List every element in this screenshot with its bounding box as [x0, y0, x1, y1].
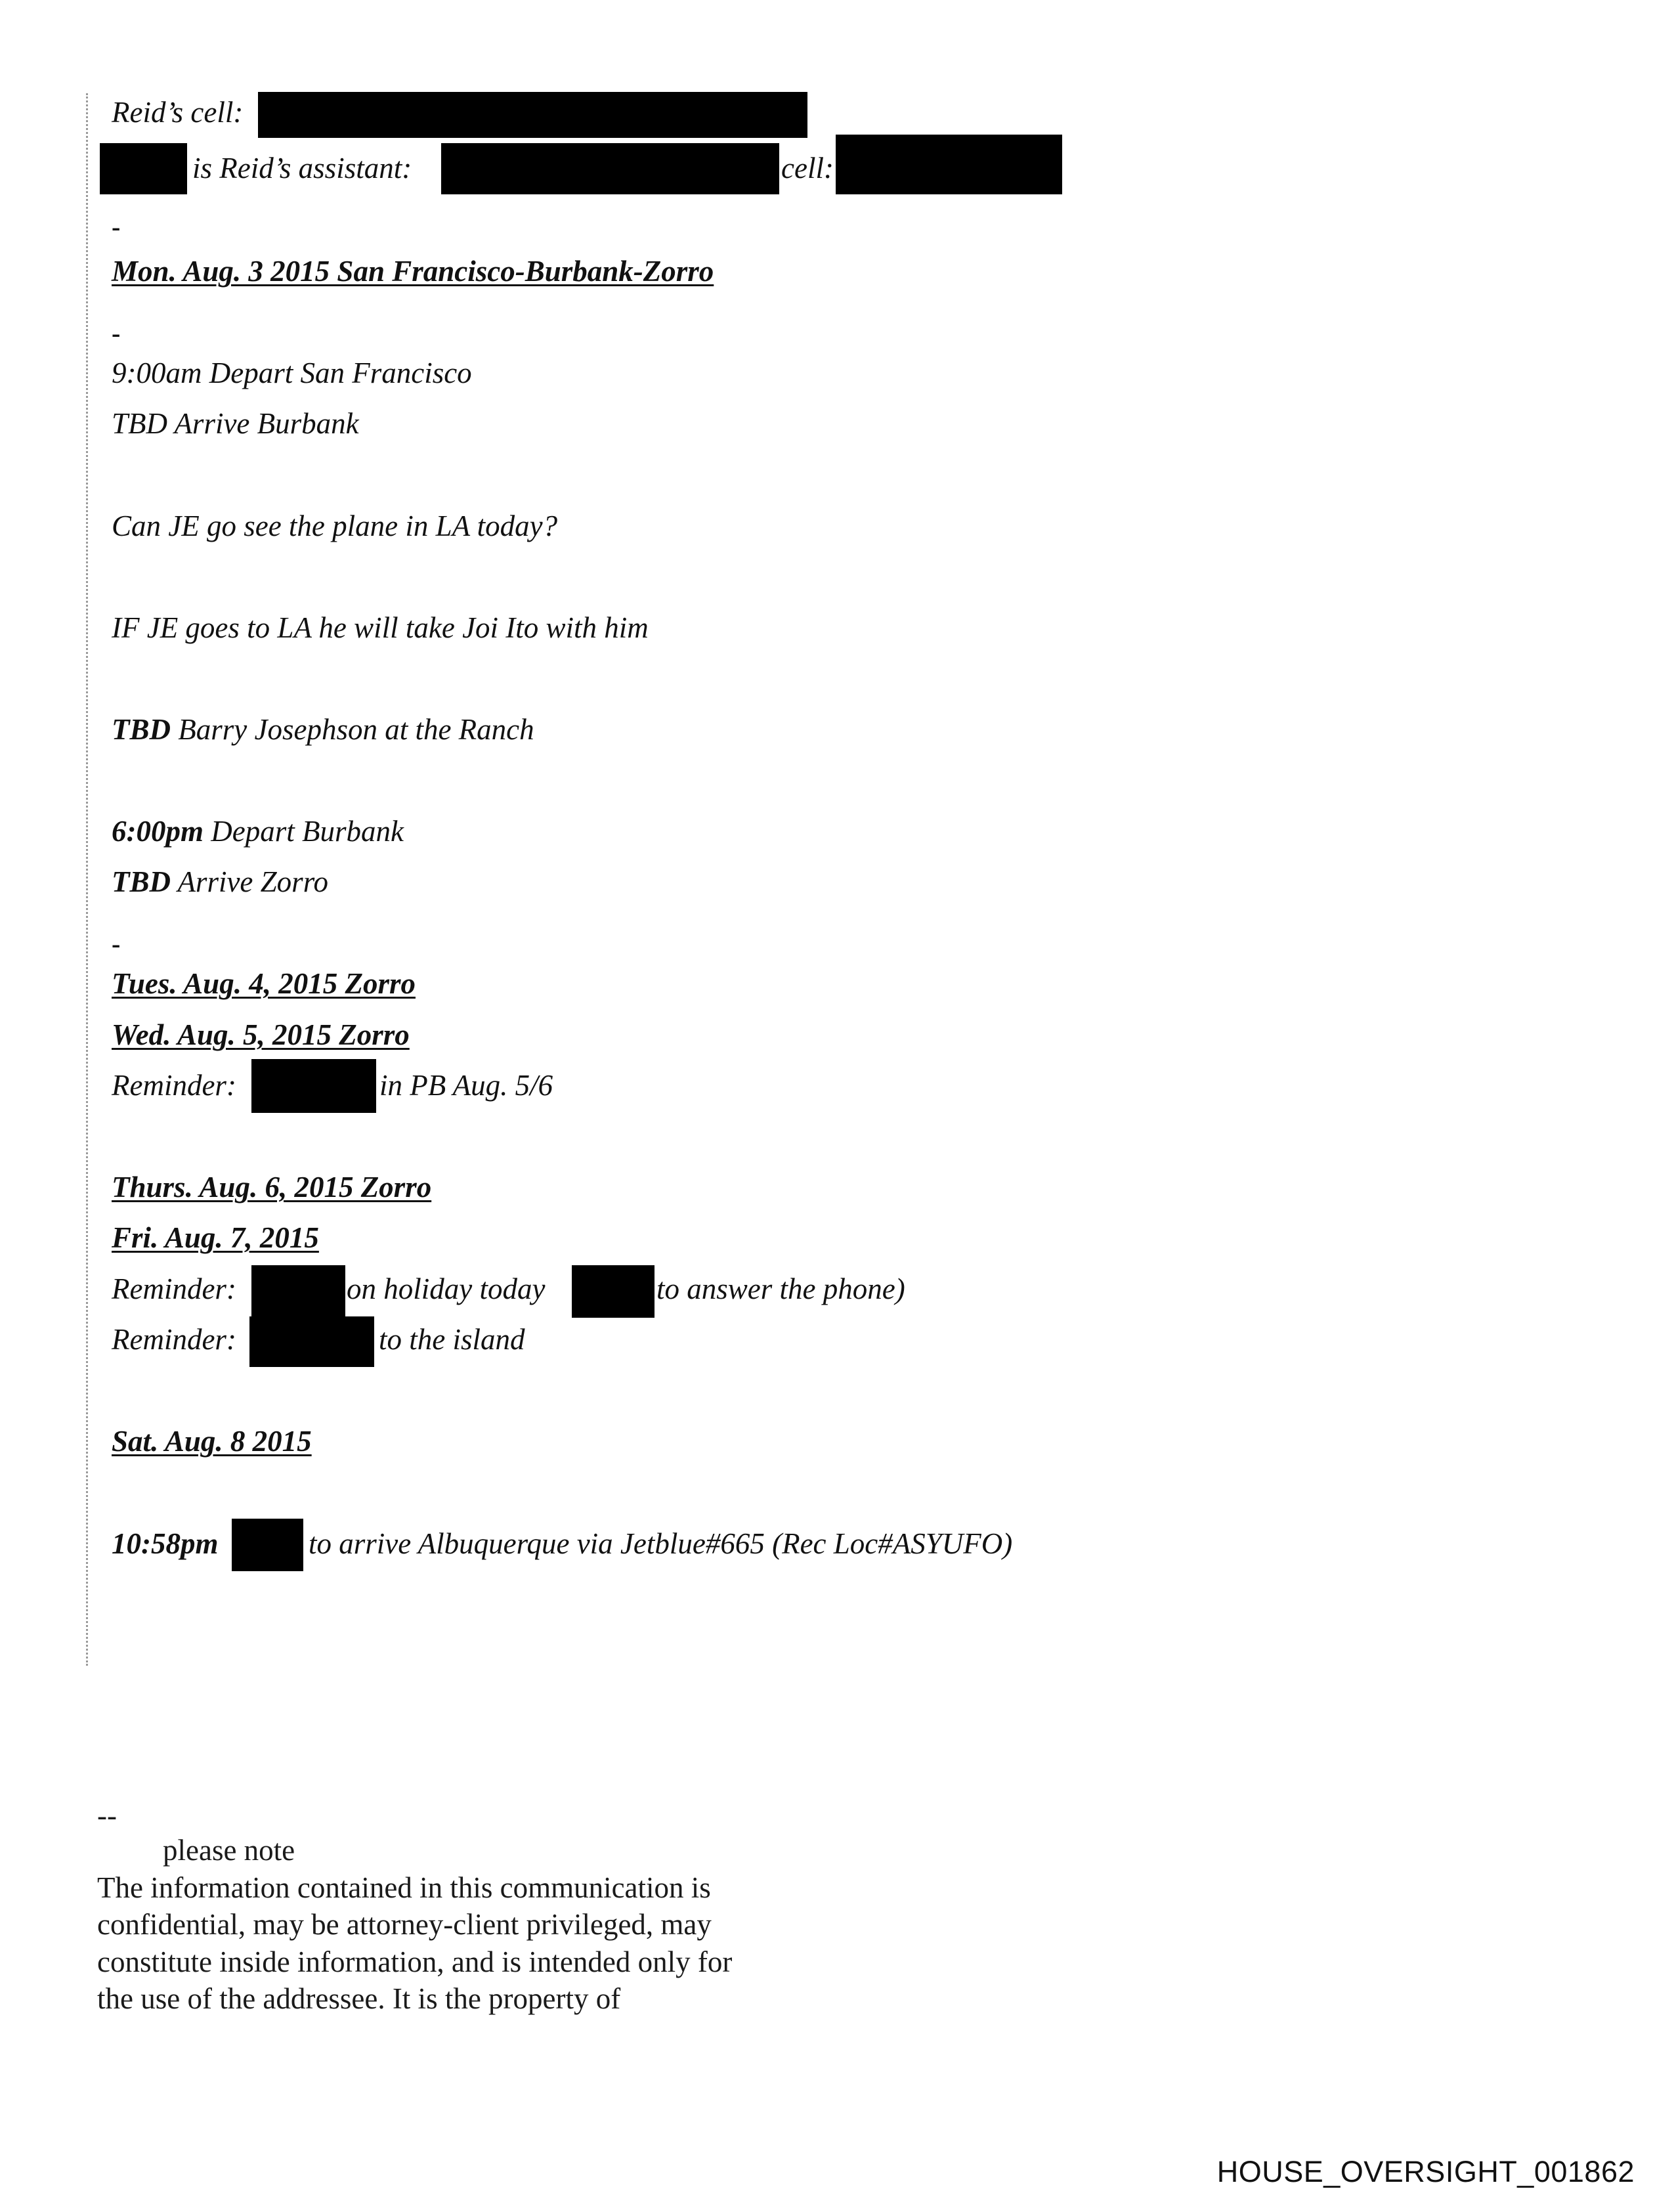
redaction-block [572, 1265, 655, 1318]
depart-time: 6:00pm [112, 815, 204, 848]
separator-dash: - [112, 212, 121, 242]
depart-text: Depart Burbank [211, 815, 404, 848]
day6-text: to arrive Albuquerque via Jetblue#665 (Rec Loc#ASYUFO) [309, 1527, 1013, 1560]
redaction-block [251, 1059, 376, 1113]
redaction-block [836, 135, 1062, 194]
day5-reminder2-label: Reminder: [112, 1323, 236, 1356]
meeting-time: TBD [112, 713, 171, 746]
redaction-block [251, 1265, 345, 1318]
arrive-time: TBD [112, 865, 171, 898]
day3-heading: Wed. Aug. 5, 2015 Zorro [112, 1018, 410, 1051]
day5-reminder2-text: to the island [379, 1323, 525, 1356]
assistant-label: is Reid’s assistant: [192, 152, 412, 184]
redaction-block [100, 143, 187, 194]
day6-time [112, 1525, 219, 1562]
please-note: please note [163, 1834, 295, 1867]
day1-line1: 9:00am Depart San Francisco [112, 357, 472, 389]
redaction-block [441, 143, 779, 194]
day2-heading: Tues. Aug. 4, 2015 Zorro [112, 967, 416, 1000]
redaction-block [258, 92, 807, 138]
day6-heading: Sat. Aug. 8 2015 [112, 1425, 312, 1458]
reid-cell-line [112, 94, 243, 131]
day1-line2: TBD Arrive Burbank [112, 407, 359, 440]
arrival-time: 10:58pm [112, 1527, 219, 1560]
day3-reminder-text: in PB Aug. 5/6 [379, 1069, 553, 1102]
redaction-block [232, 1519, 303, 1571]
signature-separator: -- [97, 1799, 117, 1832]
day1-heading: Mon. Aug. 3 2015 San Francisco-Burbank-Zorro [112, 255, 714, 288]
disclaimer-line: confidential, may be attorney-client privileged, may [97, 1908, 712, 1941]
day5-reminder1-label: Reminder: [112, 1272, 236, 1305]
quote-bar [86, 93, 88, 1666]
day1-arrive [112, 863, 328, 900]
day1-meeting [112, 711, 534, 748]
disclaimer-line: constitute inside information, and is intended only for [97, 1945, 733, 1978]
assistant-cell-label: cell: [781, 152, 834, 184]
day1-question: Can JE go see the plane in LA today? [112, 510, 558, 542]
separator-dash: - [112, 318, 121, 348]
day5-reminder1-text-a: on holiday today [347, 1272, 546, 1305]
day3-reminder-label: Reminder: [112, 1069, 236, 1102]
meeting-text: Barry Josephson at the Ranch [178, 713, 534, 746]
day5-reminder1-text-b: to answer the phone) [656, 1272, 905, 1305]
disclaimer-line: the use of the addressee. It is the property of [97, 1982, 621, 2015]
day4-heading: Thurs. Aug. 6, 2015 Zorro [112, 1171, 432, 1204]
day1-depart [112, 813, 404, 850]
arrive-text: Arrive Zorro [177, 865, 329, 898]
day5-heading: Fri. Aug. 7, 2015 [112, 1221, 319, 1254]
day1-note: IF JE goes to LA he will take Joi Ito with him [112, 611, 649, 644]
redaction-block [249, 1316, 374, 1367]
bates-number: HOUSE_OVERSIGHT_001862 [1216, 2155, 1635, 2188]
disclaimer-line: The information contained in this communication is [97, 1871, 711, 1904]
reid-cell-label: Reid’s cell: [112, 96, 244, 129]
separator-dash: - [112, 929, 121, 959]
